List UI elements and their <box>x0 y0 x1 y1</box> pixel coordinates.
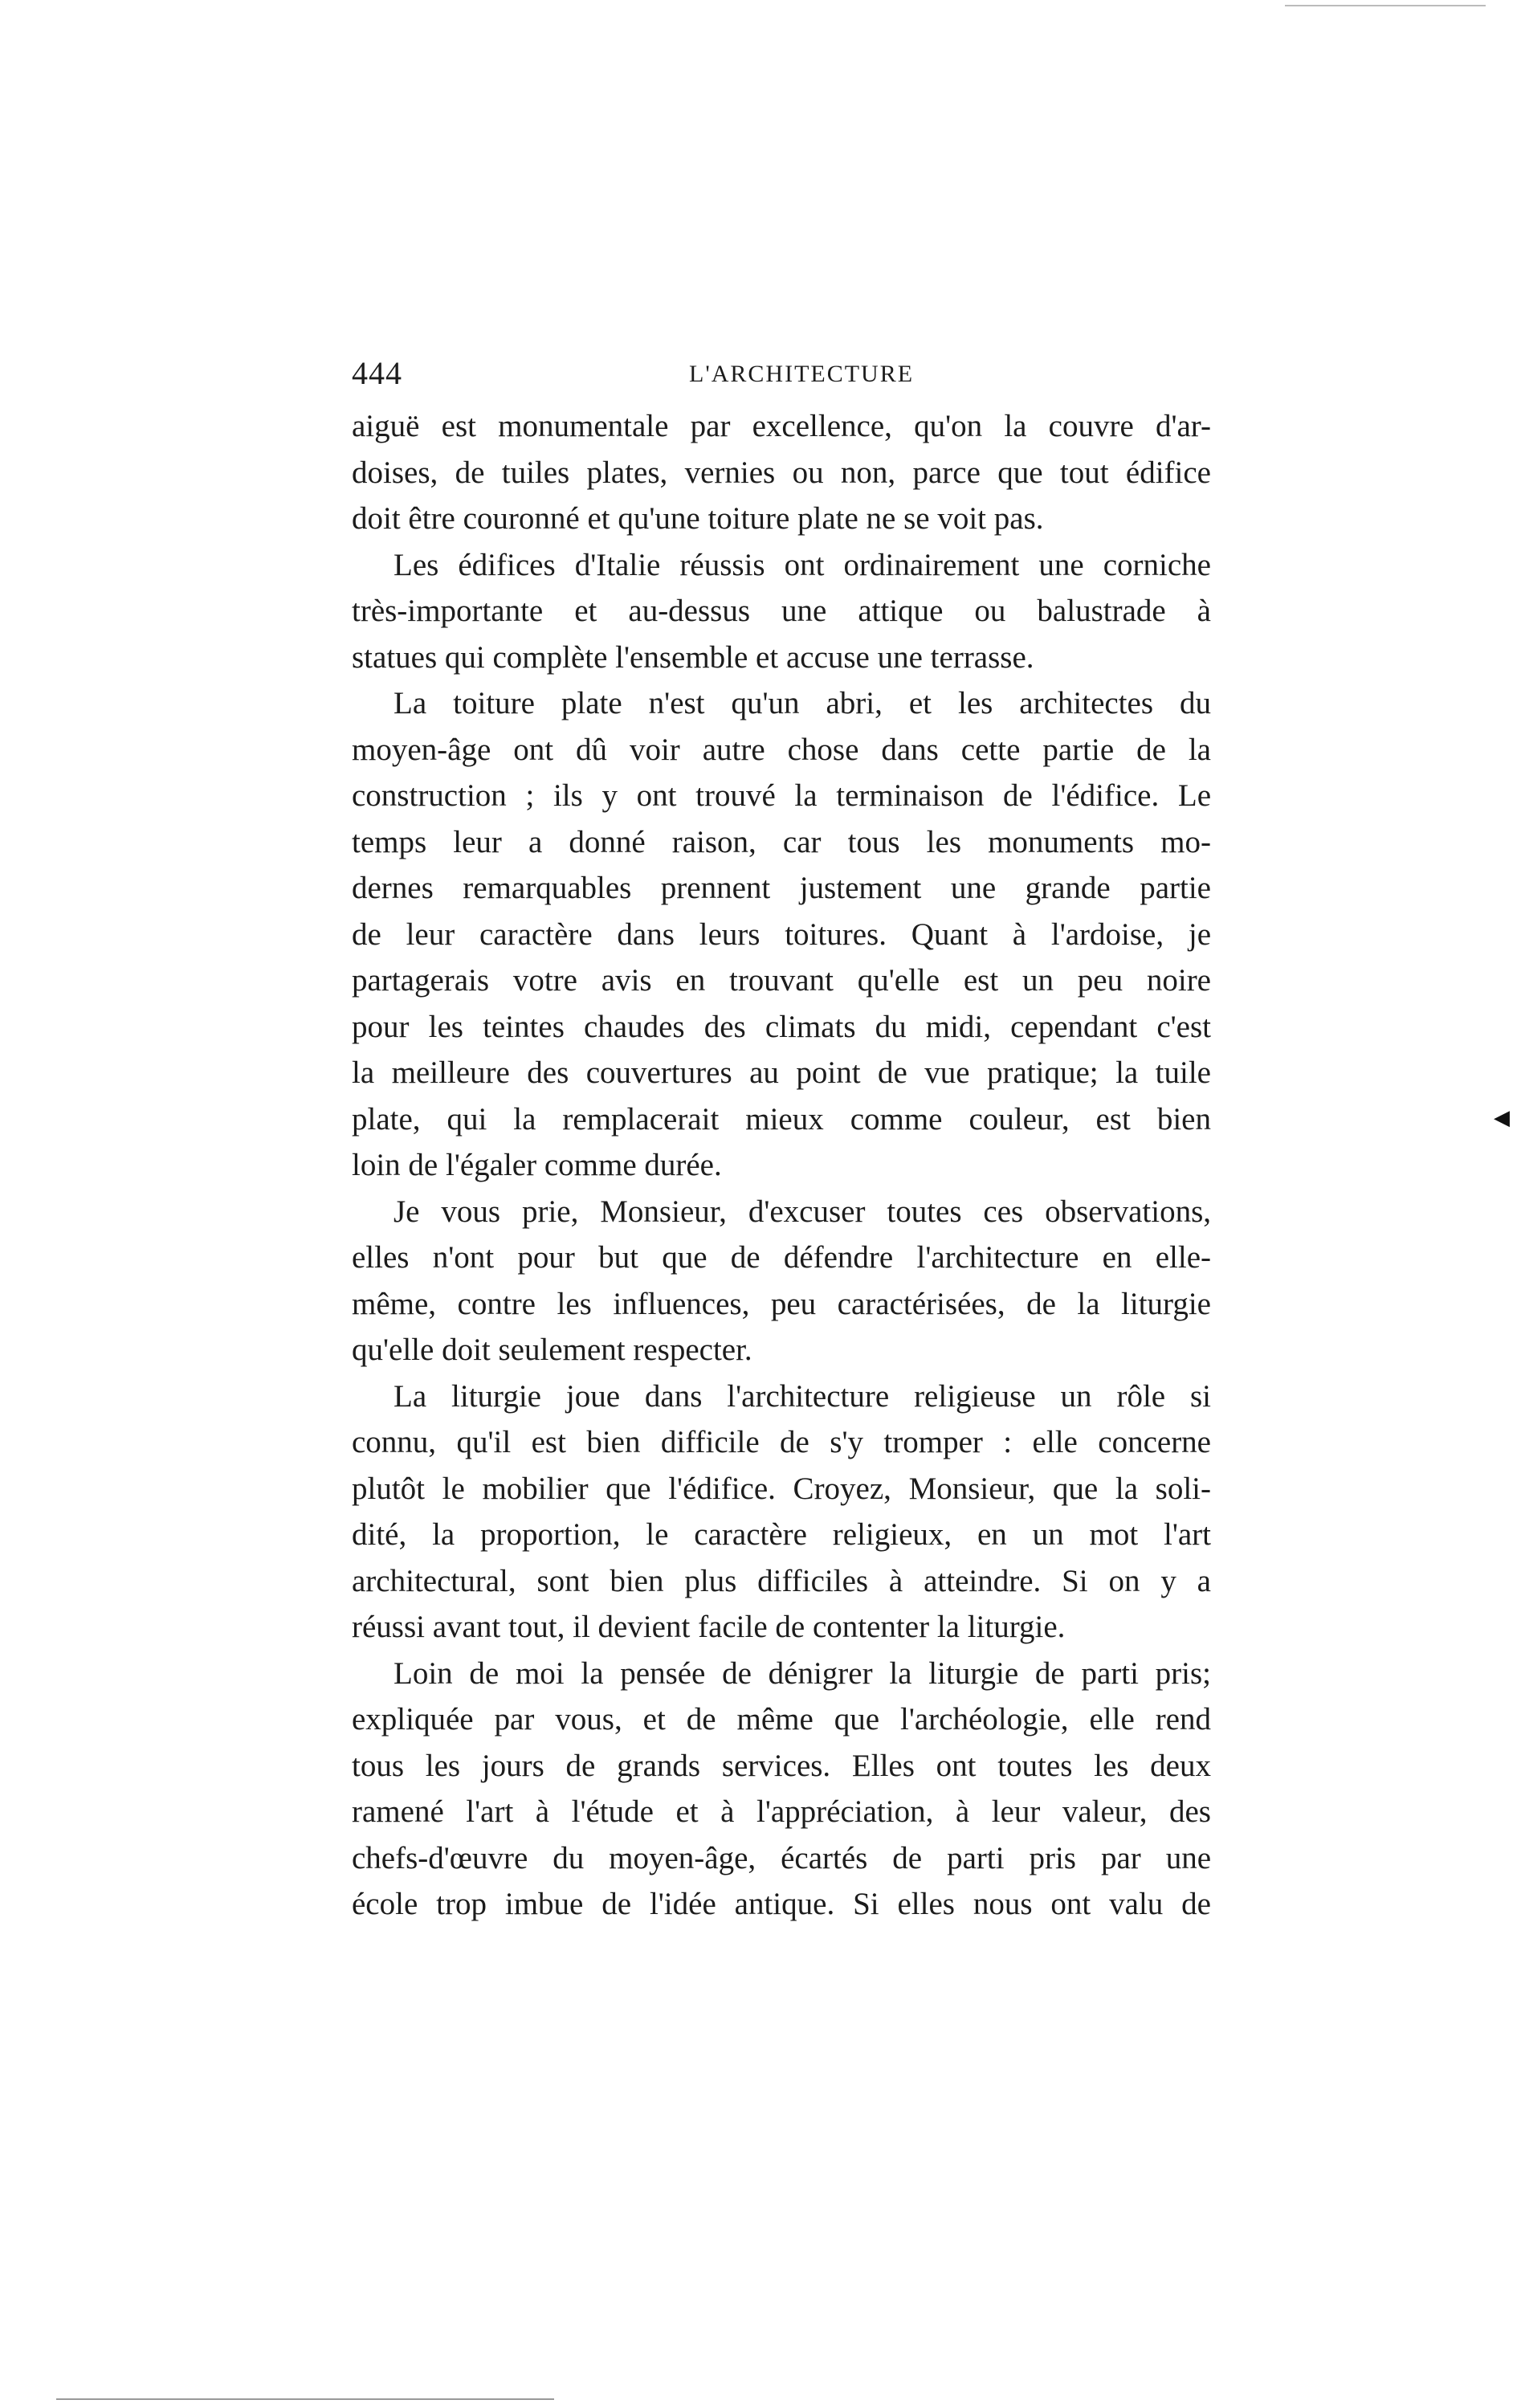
text-line: La liturgie joue dans l'architecture religieuse un rôle si <box>394 1378 1211 1414</box>
text-line: école trop imbue de l'idée antique. Si elles nous ont valu de <box>352 1887 1211 1921</box>
text-line: plate, qui la remplacerait mieux comme couleur, est bien <box>352 1101 1211 1137</box>
text-line: ramené l'art à l'étude et à l'appréciation, à leur valeur, des <box>352 1794 1211 1829</box>
text-line: même, contre les influences, peu caractérisées, de la liturgie <box>352 1286 1211 1321</box>
text-line: la meilleure des couvertures au point de vue pratique; la tuile <box>352 1055 1211 1090</box>
bottom-edge-rule <box>56 2398 554 2400</box>
text-line: dité, la proportion, le caractère religieux, en un mot l'art <box>352 1517 1211 1552</box>
text-line: doises, de tuiles plates, vernies ou non, parce que tout édifice <box>352 455 1211 490</box>
text-line: qu'elle doit seulement respecter. <box>352 1333 752 1367</box>
text-line: Loin de moi la pensée de dénigrer la liturgie de parti pris; <box>394 1655 1211 1691</box>
text-line: réussi avant tout, il devient facile de contenter la liturgie. <box>352 1610 1066 1644</box>
margin-arrow-icon: ◀ <box>1494 1106 1510 1129</box>
text-line: connu, qu'il est bien difficile de s'y tromper : elle concerne <box>352 1425 1211 1459</box>
text-line: aiguë est monumentale par excellence, qu'on la couvre d'ar- <box>352 409 1211 443</box>
text-line: architectural, sont bien plus difficiles à atteindre. Si on y a <box>352 1563 1211 1598</box>
text-line: très-importante et au-dessus une attique ou balustrade à <box>352 594 1211 628</box>
text-line: partagerais votre avis en trouvant qu'elle est un peu noire <box>352 963 1211 998</box>
text-line: de leur caractère dans leurs toitures. Quant à l'ardoise, je <box>352 916 1211 952</box>
text-line: doit être couronné et qu'une toiture plate ne se voit pas. <box>352 501 1044 536</box>
text-line: dernes remarquables prennent justement une grande partie <box>352 871 1211 905</box>
text-line: moyen-âge ont dû voir autre chose dans cette partie de la <box>352 732 1211 767</box>
text-line: loin de l'égaler comme durée. <box>352 1148 722 1182</box>
page-number: 444 <box>352 355 402 391</box>
text-line: pour les teintes chaudes des climats du midi, cependant c'est <box>352 1009 1211 1044</box>
text-line: chefs-d'œuvre du moyen-âge, écartés de parti pris par une <box>352 1840 1211 1875</box>
page-header <box>352 353 1195 402</box>
text-line: plutôt le mobilier que l'édifice. Croyez, Monsieur, que la soli- <box>352 1471 1211 1506</box>
text-line: temps leur a donné raison, car tous les monuments mo- <box>352 824 1211 859</box>
text-line: construction ; ils y ont trouvé la terminaison de l'édifice. Le <box>352 778 1211 813</box>
text-line: expliquée par vous, et de même que l'archéologie, elle rend <box>352 1702 1211 1737</box>
text-line: statues qui complète l'ensemble et accuse une terrasse. <box>352 639 1034 675</box>
text-line: La toiture plate n'est qu'un abri, et les architectes du <box>394 686 1211 720</box>
text-line: tous les jours de grands services. Elles ont toutes les deux <box>352 1748 1211 1783</box>
body-text <box>352 403 1211 1928</box>
text-line: Je vous prie, Monsieur, d'excuser toutes ces observations, <box>394 1194 1211 1229</box>
top-edge-rule <box>1285 5 1486 6</box>
running-title: L'ARCHITECTURE <box>689 361 915 387</box>
text-line: Les édifices d'Italie réussis ont ordinairement une corniche <box>394 547 1211 582</box>
text-line: elles n'ont pour but que de défendre l'architecture en elle- <box>352 1240 1211 1275</box>
